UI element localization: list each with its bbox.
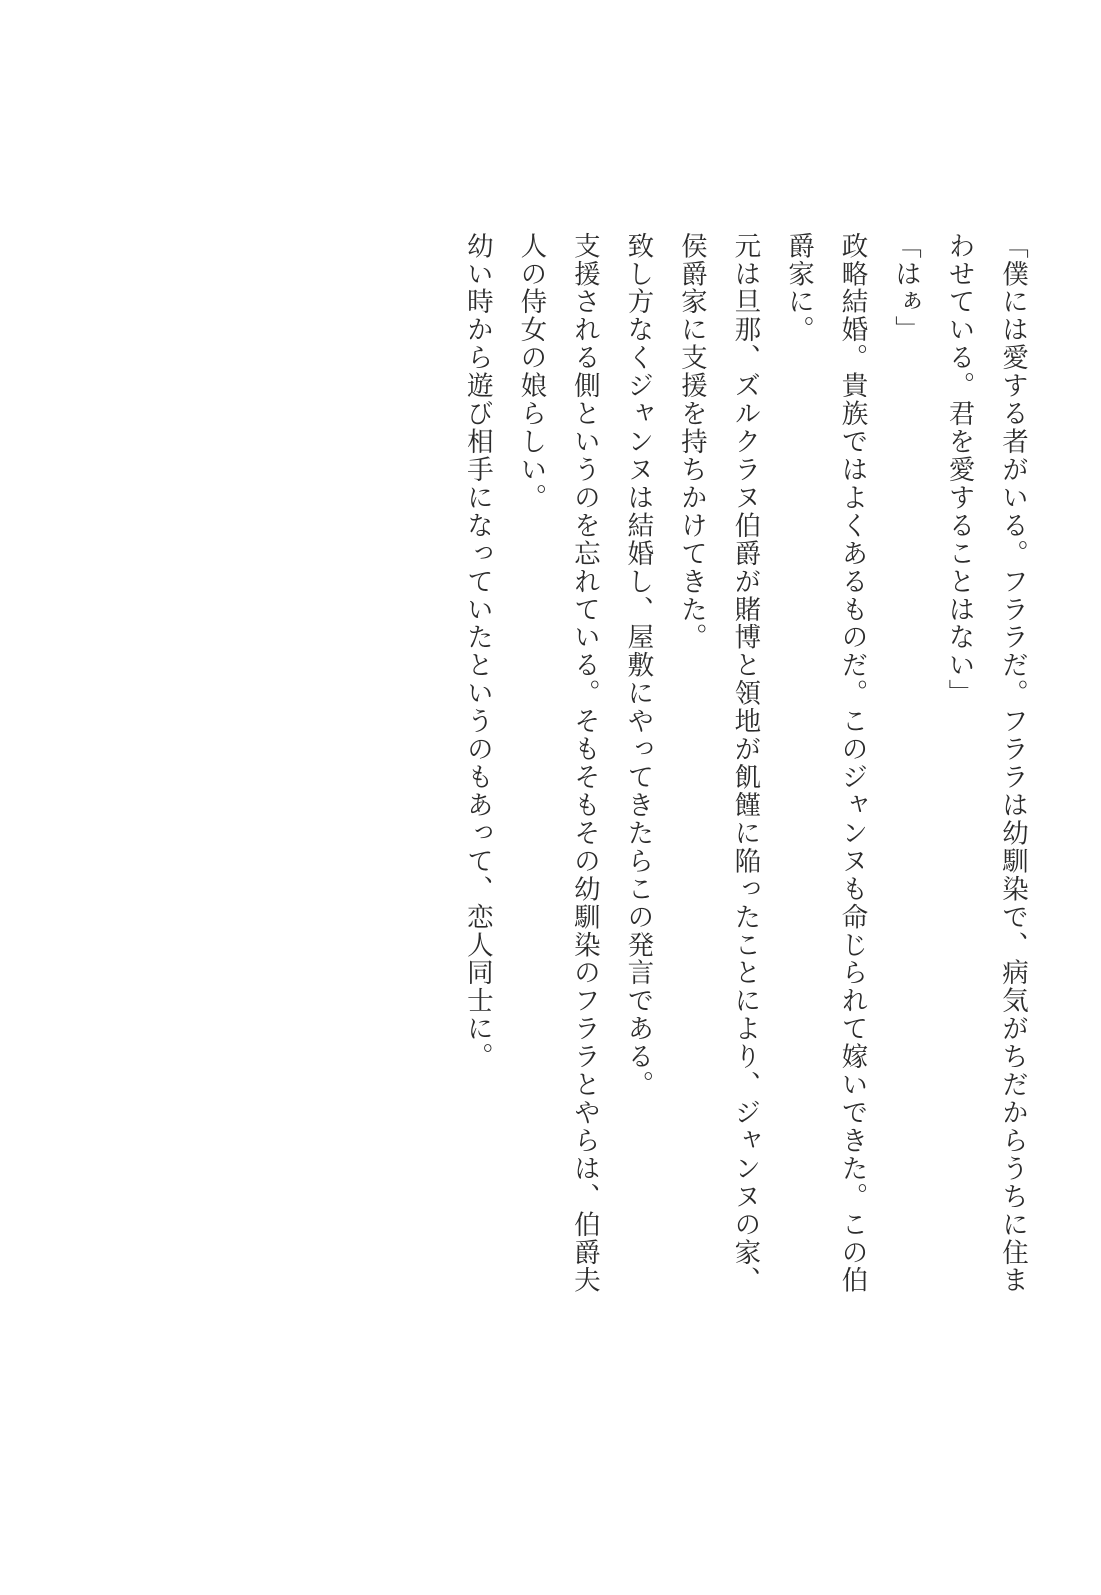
paragraph: 政略結婚。貴族ではよくあるものだ。このジャンヌも命じられて嫁いできた。この伯爵家に。 (782, 232, 868, 1295)
paragraph: 「はぁ」 (889, 232, 921, 344)
paragraph: 元は旦那、ズルクラヌ伯爵が賭博と領地が飢饉に陥ったことにより、ジャンヌの家、侯爵家に支援を持ちかけてきた。 (675, 232, 761, 1295)
paragraph: 支援される側というのを忘れている。そもそもその幼馴染のフララとやらは、伯爵夫人の侍女の娘らしい。 (515, 232, 600, 1295)
paragraph: 「僕には愛する者がいる。フララだ。フララは幼馴染で、病気がちだからうちに住まわせている。君を愛することはない」 (943, 232, 1028, 1295)
vertical-body-text (249, 232, 1039, 1322)
paragraph: 致し方なくジャンヌは結婚し、屋敷にやってきたらこの発言である。 (622, 232, 654, 1099)
paragraph: 幼い時から遊び相手になっていたというのもあって、恋人同士に。 (461, 232, 493, 1071)
